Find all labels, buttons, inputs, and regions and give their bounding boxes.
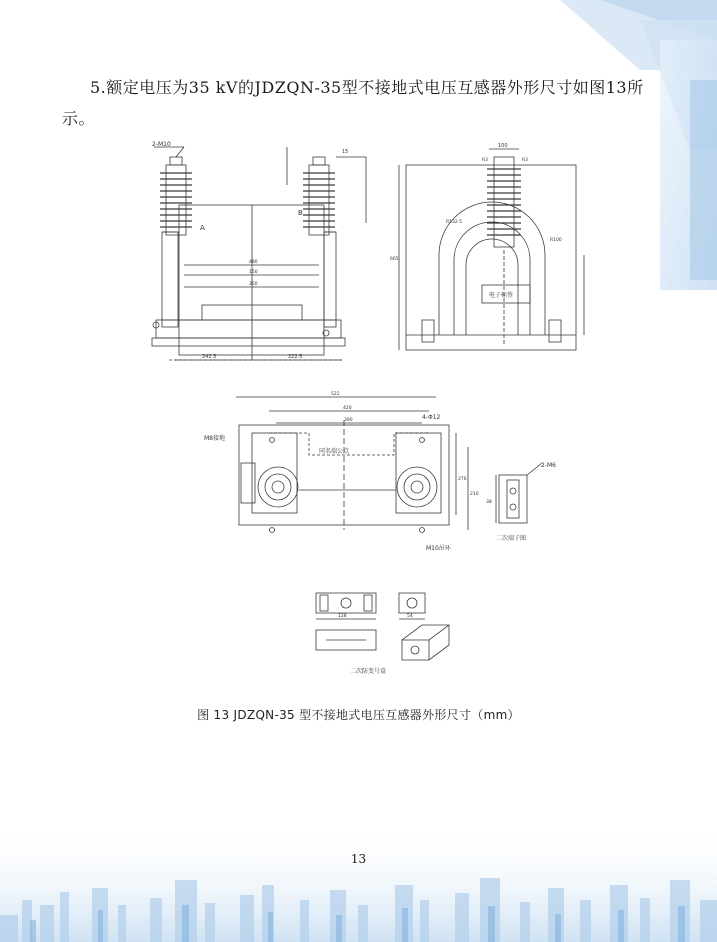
plan-dim-390: 390 [344,418,353,423]
figure-caption: 图 13 JDZQN-35 型不接地式电压互感器外形尺寸（mm） [197,708,520,722]
front-mark-b: B [298,209,303,217]
side-dim-h: 665 [390,257,399,262]
front-dim-2: 150 [249,270,258,275]
side-nameplate: 电子标签 [489,292,514,299]
side-r100: R100 [550,238,562,243]
cover-dim-128: 128 [338,614,347,619]
terminal-dim: 38 [486,500,492,505]
plan-view-labels [204,391,479,552]
side-view-labels [390,143,562,299]
plan-dim-420: 420 [343,406,352,411]
cover-dim-54: 54 [407,614,413,619]
cover-view [316,593,449,660]
page-number: 13 [350,852,367,866]
plan-dim-522: 522 [331,392,340,397]
front-dim-left: 242.5 [202,354,217,360]
front-dim-top: 15 [342,149,349,155]
plan-lift: M10吊环 [426,545,451,552]
cover-caption: 二次防变号盒 [350,668,387,675]
plan-ground: M8接地 [204,435,225,442]
terminal-view [496,463,542,523]
front-view-labels [152,141,348,360]
front-top-label: 2-M10 [152,141,171,148]
side-radius: R132.5 [446,220,463,225]
plan-dim-276: 276 [458,477,467,482]
side-r1: R3 [482,158,488,163]
plan-dim-210: 210 [470,492,479,497]
terminal-caption: 二次端子图 [496,535,527,542]
front-dim-3: 350 [249,282,258,287]
plan-holes: 4-Φ12 [422,414,441,421]
front-dim-1: 480 [249,260,258,265]
side-top-dim: 100 [498,143,508,149]
terminal-label: 2-M6 [541,462,556,469]
dimension-drawing-figure [104,135,635,683]
front-mark-a: A [200,224,205,232]
side-r2: R3 [522,158,528,163]
plan-common-point: 同名端公点 [319,448,350,455]
front-dim-right: 222.5 [288,354,303,360]
front-view [152,147,366,360]
terminal-view-labels [486,462,556,542]
body-paragraph: 5.额定电压为35 kV的JDZQN-35型不接地式电压互感器外形尺寸如图13所示。 [62,78,644,128]
side-view [399,149,584,350]
